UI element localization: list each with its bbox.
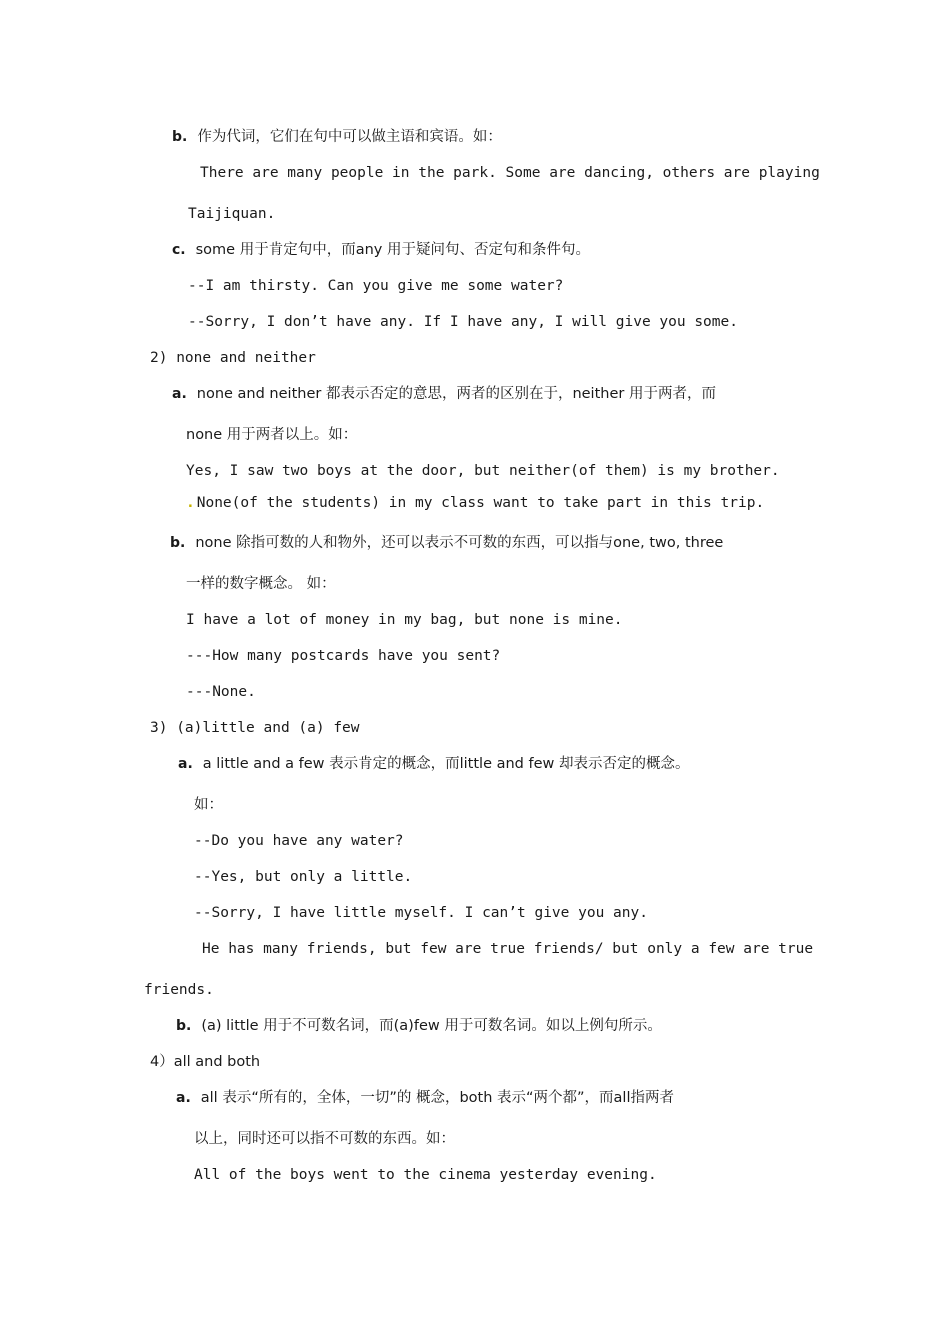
line-text: a little and a few 表示肯定的概念，而little and few 却表示否定的概念。	[202, 756, 690, 772]
example-sentence	[186, 462, 780, 480]
line-cont	[194, 1130, 455, 1148]
dialogue-line	[194, 904, 648, 922]
example-sentence	[194, 1166, 657, 1184]
list-label: b.	[172, 129, 188, 145]
list-label: b.	[170, 535, 186, 551]
bullet-dot-icon: .	[186, 495, 195, 511]
line-b-little-few	[176, 1017, 662, 1035]
dialogue-line	[186, 647, 500, 665]
line-text: 4）all and both	[150, 1054, 261, 1070]
example-sentence	[186, 494, 764, 512]
line-b-none	[170, 534, 723, 552]
list-label: c.	[172, 242, 186, 258]
line-text: --Sorry, I don’t have any. If I have any, I will give you some.	[188, 314, 738, 330]
dialogue-line	[188, 313, 738, 331]
line-text: --Sorry, I have little myself. I can’t give you any.	[194, 905, 648, 921]
dialogue-line	[186, 683, 256, 701]
line-text: Taijiquan.	[188, 206, 276, 222]
example-sentence	[186, 611, 623, 629]
line-text: --Do you have any water?	[194, 833, 404, 849]
line-text: friends.	[144, 982, 214, 998]
line-cont	[186, 575, 336, 593]
line-text: I have a lot of money in my bag, but none is mine.	[186, 612, 623, 628]
line-text: None(of the students) in my class want to take part in this trip.	[196, 495, 765, 511]
line-text: Yes, I saw two boys at the door, but neither(of them) is my brother.	[186, 463, 780, 479]
line-text: He has many friends, but few are true friends/ but only a few are true	[202, 941, 814, 957]
line-a-little-few	[178, 755, 690, 773]
line-a-none-neither	[172, 385, 716, 403]
line-b-pronoun	[172, 128, 502, 146]
line-text: all 表示“所有的，全体，一切”的 概念，both 表示“两个都”，而all指两者	[200, 1090, 674, 1106]
dialogue-line	[194, 868, 412, 886]
line-text: ---How many postcards have you sent?	[186, 648, 501, 664]
line-text: none and neither 都表示否定的意思，两者的区别在于，neither 用于两者，而	[196, 386, 716, 402]
list-label: a.	[172, 386, 187, 402]
line-text: --Yes, but only a little.	[194, 869, 413, 885]
line-text: 2) none and neither	[150, 350, 316, 366]
line-text: none 用于两者以上。如：	[186, 427, 358, 443]
list-label: a.	[176, 1090, 191, 1106]
line-text: 以上，同时还可以指不可数的东西。如：	[194, 1131, 455, 1147]
dialogue-line	[194, 832, 404, 850]
section-heading-4	[150, 1053, 260, 1071]
line-cont	[186, 426, 357, 444]
example-sentence	[202, 940, 813, 958]
line-text: 作为代词，它们在句中可以做主语和宾语。如：	[197, 129, 502, 145]
line-text: 3) (a)little and (a) few	[150, 720, 360, 736]
list-label: b.	[176, 1018, 192, 1034]
line-text: none 除指可数的人和物外，还可以表示不可数的东西，可以指与one, two, three	[195, 535, 724, 551]
line-text: 一样的数字概念。 如：	[186, 576, 336, 592]
line-cont	[194, 796, 223, 814]
example-sentence-cont	[144, 981, 214, 999]
line-c-some-any	[172, 241, 590, 259]
example-sentence	[200, 164, 820, 182]
line-text: ---None.	[186, 684, 256, 700]
list-label: a.	[178, 756, 193, 772]
dialogue-line	[188, 277, 563, 295]
line-text: some 用于肯定句中，而any 用于疑问句、否定句和条件句。	[195, 242, 590, 258]
line-text: There are many people in the park. Some are dancing, others are playing	[200, 165, 820, 181]
example-sentence-cont	[188, 205, 275, 223]
line-text: All of the boys went to the cinema yesterday evening.	[194, 1167, 657, 1183]
line-text: (a) little 用于不可数名词，而(a)few 用于可数名词。如以上例句所示。	[201, 1018, 662, 1034]
line-text: 如：	[194, 797, 223, 813]
section-heading-3	[150, 719, 360, 737]
line-text: --I am thirsty. Can you give me some water?	[188, 278, 564, 294]
section-heading-2	[150, 349, 316, 367]
line-a-all-both	[176, 1089, 674, 1107]
